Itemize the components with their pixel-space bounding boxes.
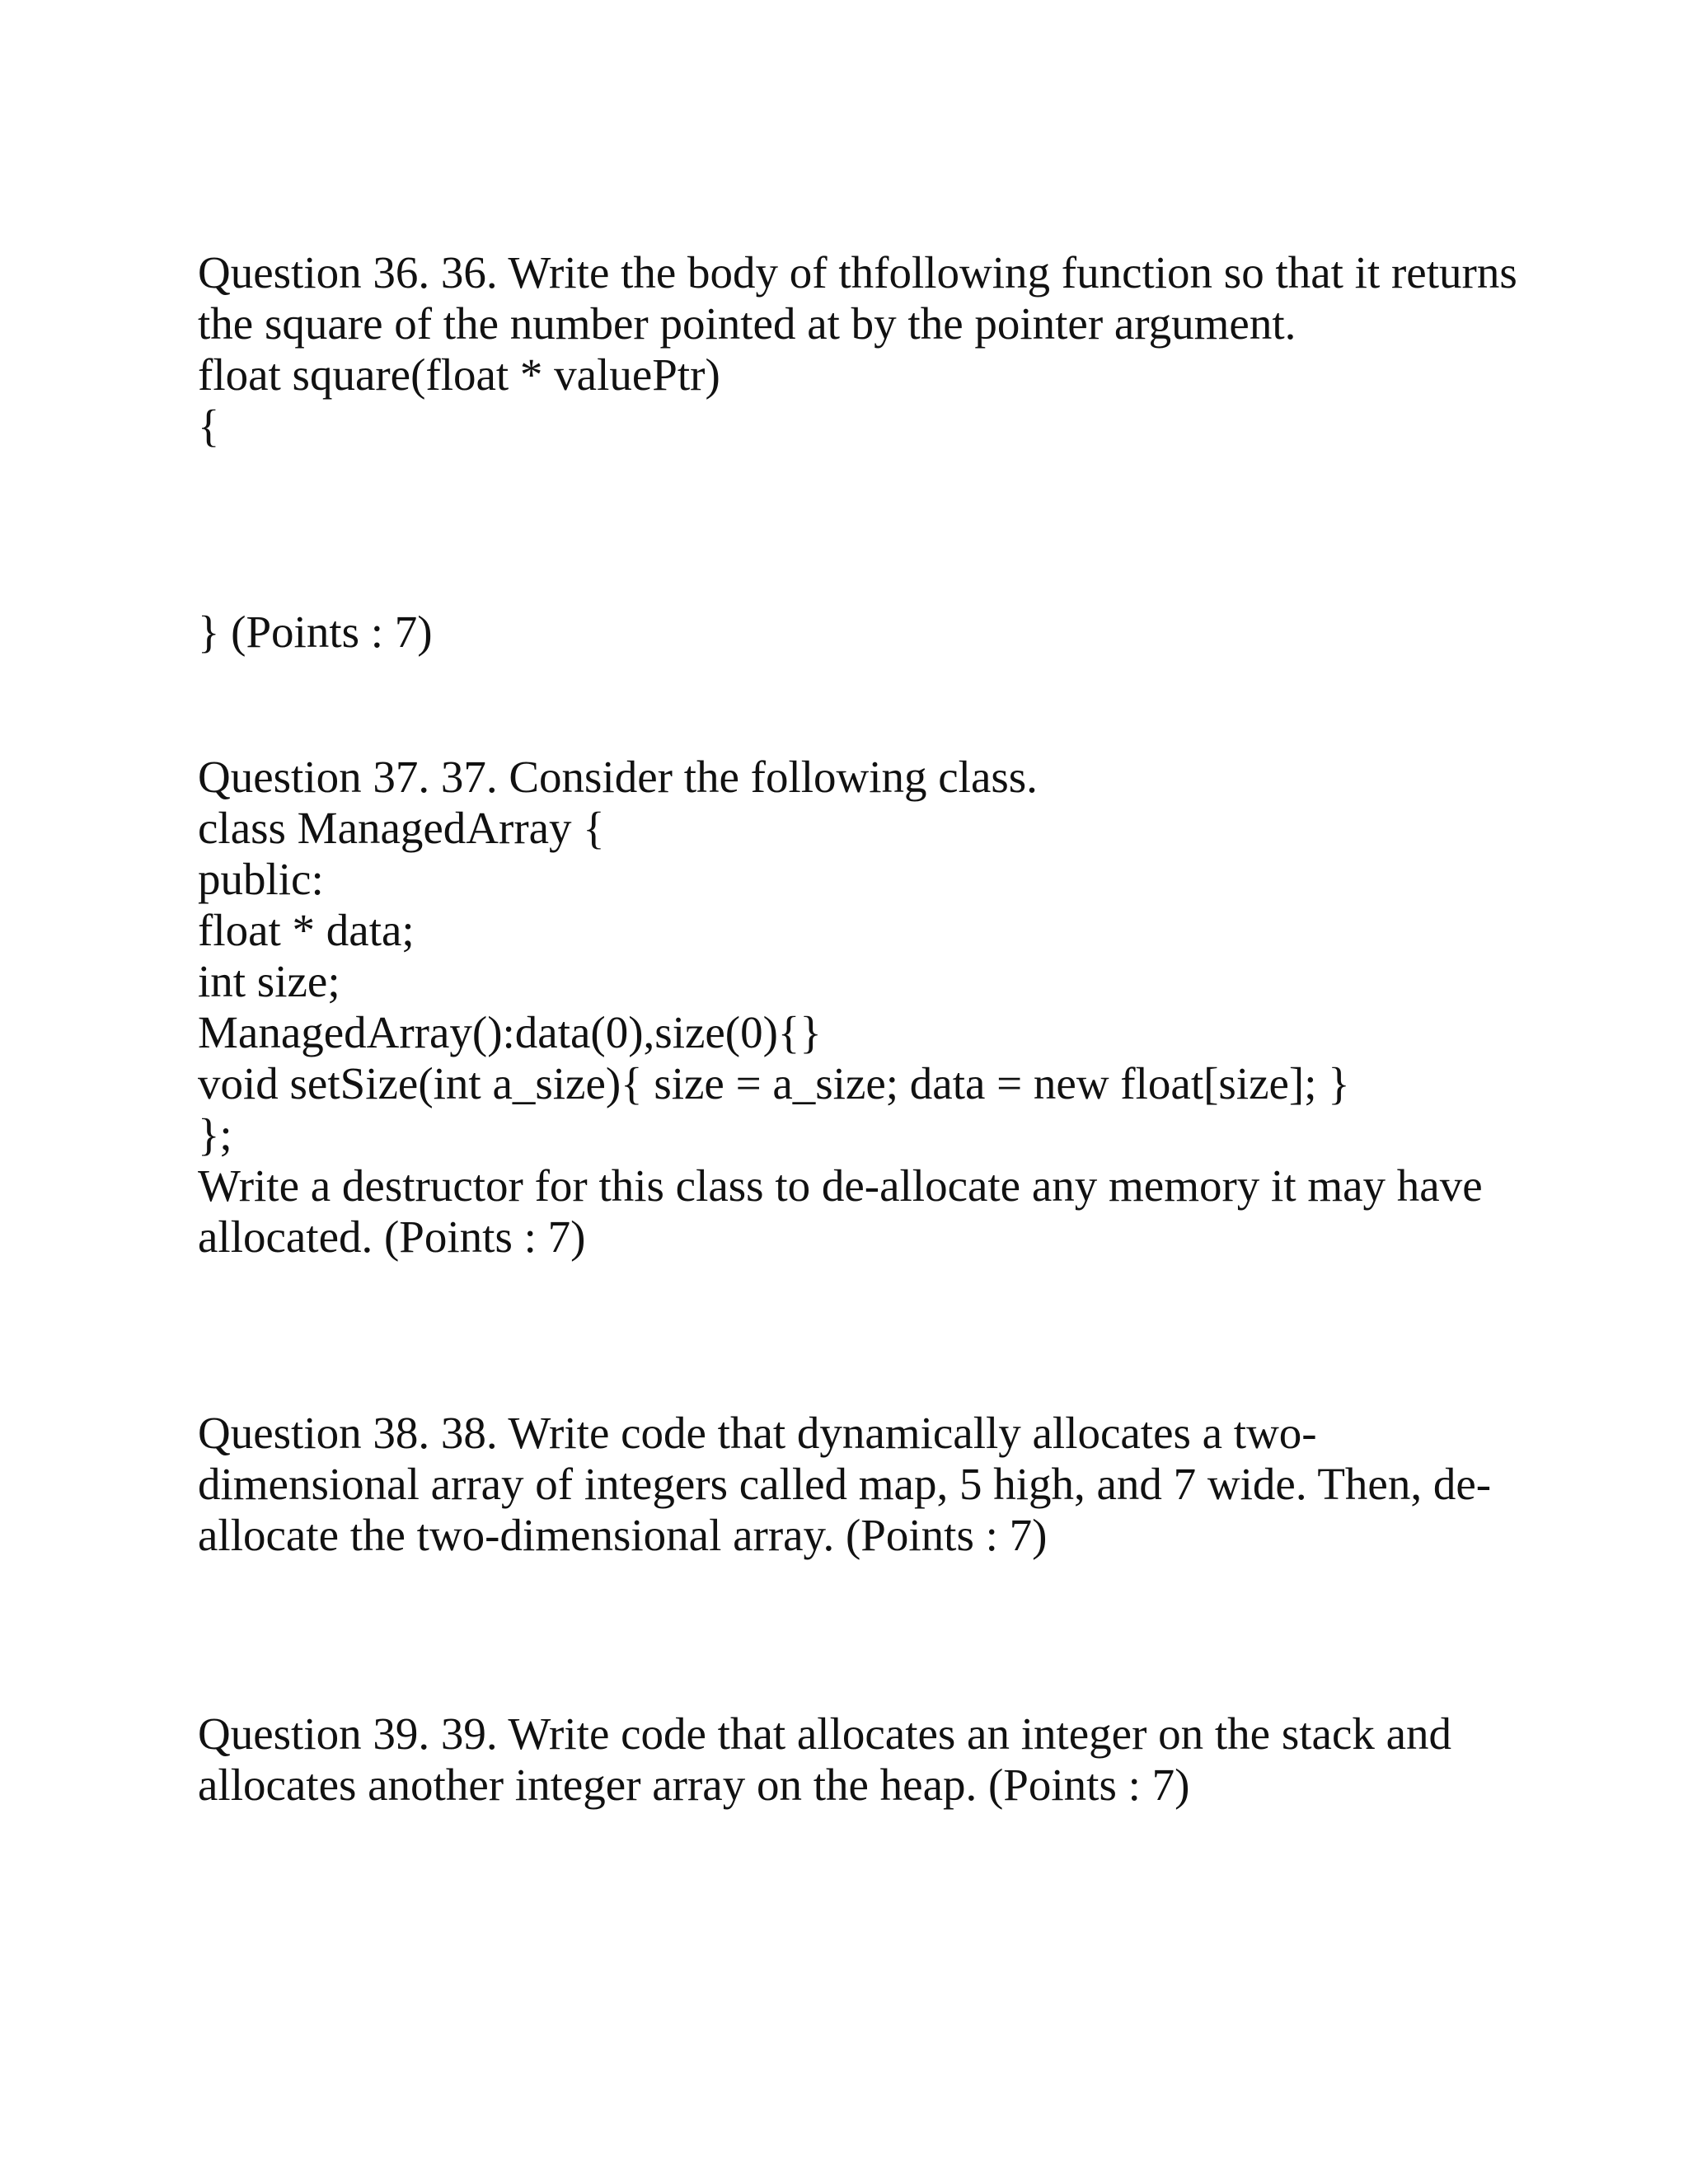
question-36: [198, 247, 1517, 658]
question-37-code-constructor: ManagedArray():data(0),size(0){}: [198, 1007, 822, 1057]
question-39-line-2: allocates another integer array on the heap. (Points : 7): [198, 1760, 1190, 1810]
question-37-code-setsize: void setSize(int a_size){ size = a_size; data = new float[size]; }: [198, 1058, 1350, 1108]
question-37-line-1: Question 37. 37. Consider the following class.: [198, 752, 1038, 802]
question-36-code-close-brace-points: } (Points : 7): [198, 607, 433, 657]
question-39: [198, 1708, 1517, 1811]
question-36-line-2: the square of the number pointed at by the pointer argument.: [198, 298, 1296, 349]
question-38-line-1: Question 38. 38. Write code that dynamically allocates a two-: [198, 1408, 1317, 1458]
question-37-code-public: public:: [198, 854, 324, 904]
question-39-line-1: Question 39. 39. Write code that allocates an integer on the stack and: [198, 1708, 1452, 1759]
answer-space: [198, 452, 1517, 607]
question-37-code-close: };: [198, 1109, 232, 1160]
question-37-code-size: int size;: [198, 956, 340, 1006]
question-37-instruction-line-2: allocated. (Points : 7): [198, 1212, 586, 1262]
question-36-code-signature: float square(float * valuePtr): [198, 349, 720, 400]
question-38: [198, 1408, 1517, 1561]
question-37-instruction-line-1: Write a destructor for this class to de-allocate any memory it may have: [198, 1160, 1483, 1211]
question-38-line-2: dimensional array of integers called map, 5 high, and 7 wide. Then, de-: [198, 1459, 1492, 1509]
question-37-code-class: class ManagedArray {: [198, 803, 605, 853]
question-36-code-open-brace: {: [198, 401, 220, 451]
question-38-line-3: allocate the two-dimensional array. (Points : 7): [198, 1510, 1048, 1560]
question-37-code-data: float * data;: [198, 905, 415, 955]
question-36-line-1: Question 36. 36. Write the body of thfollowing function so that it returns: [198, 247, 1517, 298]
question-37: [198, 752, 1517, 1263]
